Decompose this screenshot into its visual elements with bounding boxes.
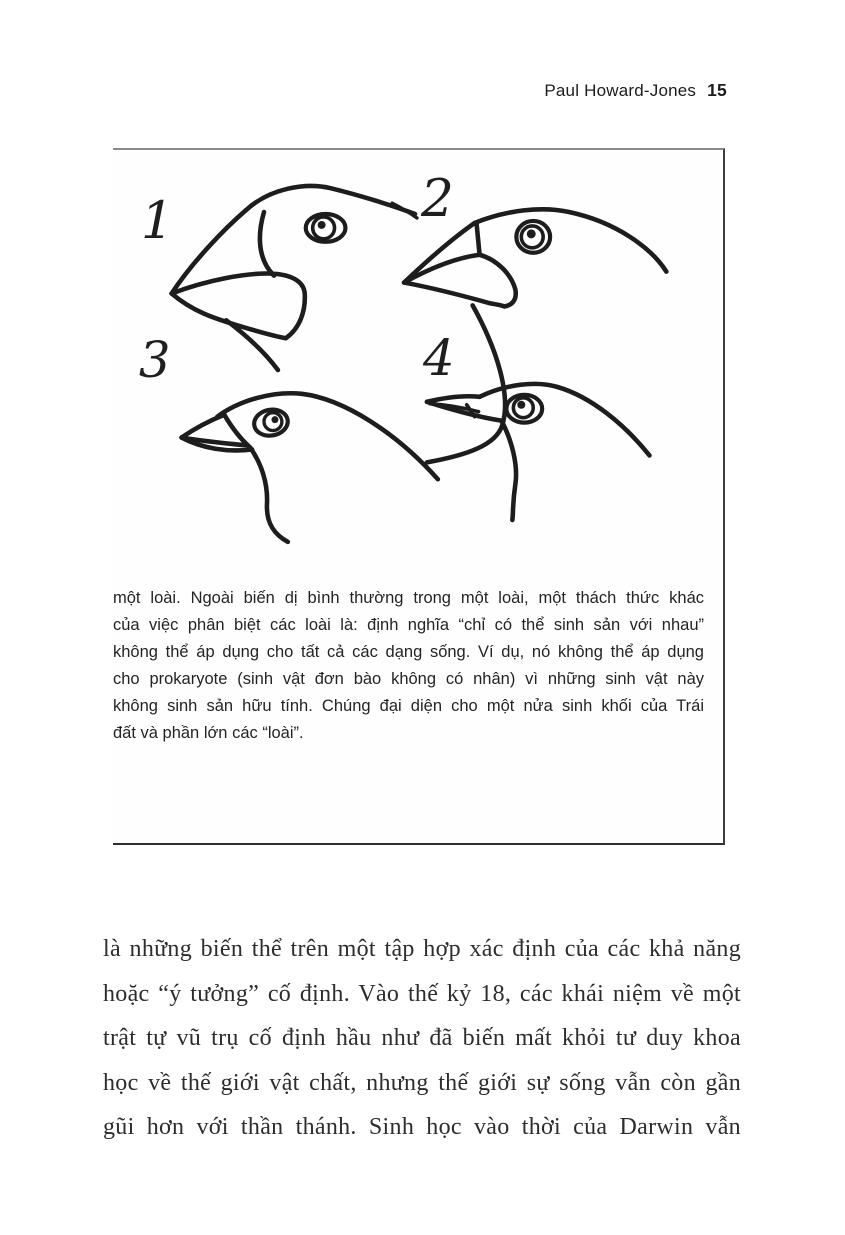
bird-2-eye-pupil xyxy=(527,229,536,238)
bird-3-label: 3 xyxy=(138,330,171,389)
bird-1-eye-pupil xyxy=(318,221,326,229)
figure-box xyxy=(113,148,725,845)
bird-2-label: 2 xyxy=(420,169,454,229)
body-line: gũi hơn với thần thánh. Sinh học vào thời của Darwin vẫn xyxy=(103,1114,741,1140)
author-name: Paul Howard-Jones xyxy=(544,81,697,100)
caption-line: cho prokaryote (sinh vật đơn bào không có nhân) vì những sinh vật này xyxy=(113,670,704,688)
caption-line: không thể áp dụng cho tất cả các dạng sống. Ví dụ, nó không thể áp dụng xyxy=(113,643,704,661)
body-line: là những biến thể trên một tập hợp xác định của các khả năng xyxy=(103,936,741,962)
caption-line: của việc phân biệt các loài là: định nghĩa “chỉ có thể sinh sản với nhau” xyxy=(113,616,704,634)
caption-line: một loài. Ngoài biến dị bình thường trong một loài, một thách thức khác xyxy=(113,589,704,607)
bird-4-drawing xyxy=(422,329,650,520)
caption-line: không sinh sản hữu tính. Chúng đại diện cho một nửa sinh khối của Trái xyxy=(113,697,704,715)
bird-3-eye-pupil xyxy=(271,416,278,423)
body-line: hoặc “ý tưởng” cố định. Vào thế kỷ 18, các khái niệm về một xyxy=(103,980,741,1007)
bird-1-label: 1 xyxy=(140,190,174,251)
body-line: học về thế giới vật chất, nhưng thế giới sự sống vẫn còn gần xyxy=(103,1069,741,1096)
body-paragraph xyxy=(103,927,741,1150)
page-header xyxy=(544,80,727,101)
bird-4-eye-pupil xyxy=(517,401,525,409)
caption-line: đất và phần lớn các “loài”. xyxy=(113,724,304,742)
bird-3-drawing xyxy=(139,331,438,542)
bird-4-label: 4 xyxy=(422,328,455,387)
page-number: 15 xyxy=(707,80,727,100)
finch-drawings xyxy=(113,154,721,582)
bird-1-drawing xyxy=(141,186,417,370)
body-line: trật tự vũ trụ cố định hầu như đã biến mất khỏi tư duy khoa xyxy=(103,1025,741,1051)
figure-caption xyxy=(113,585,723,747)
